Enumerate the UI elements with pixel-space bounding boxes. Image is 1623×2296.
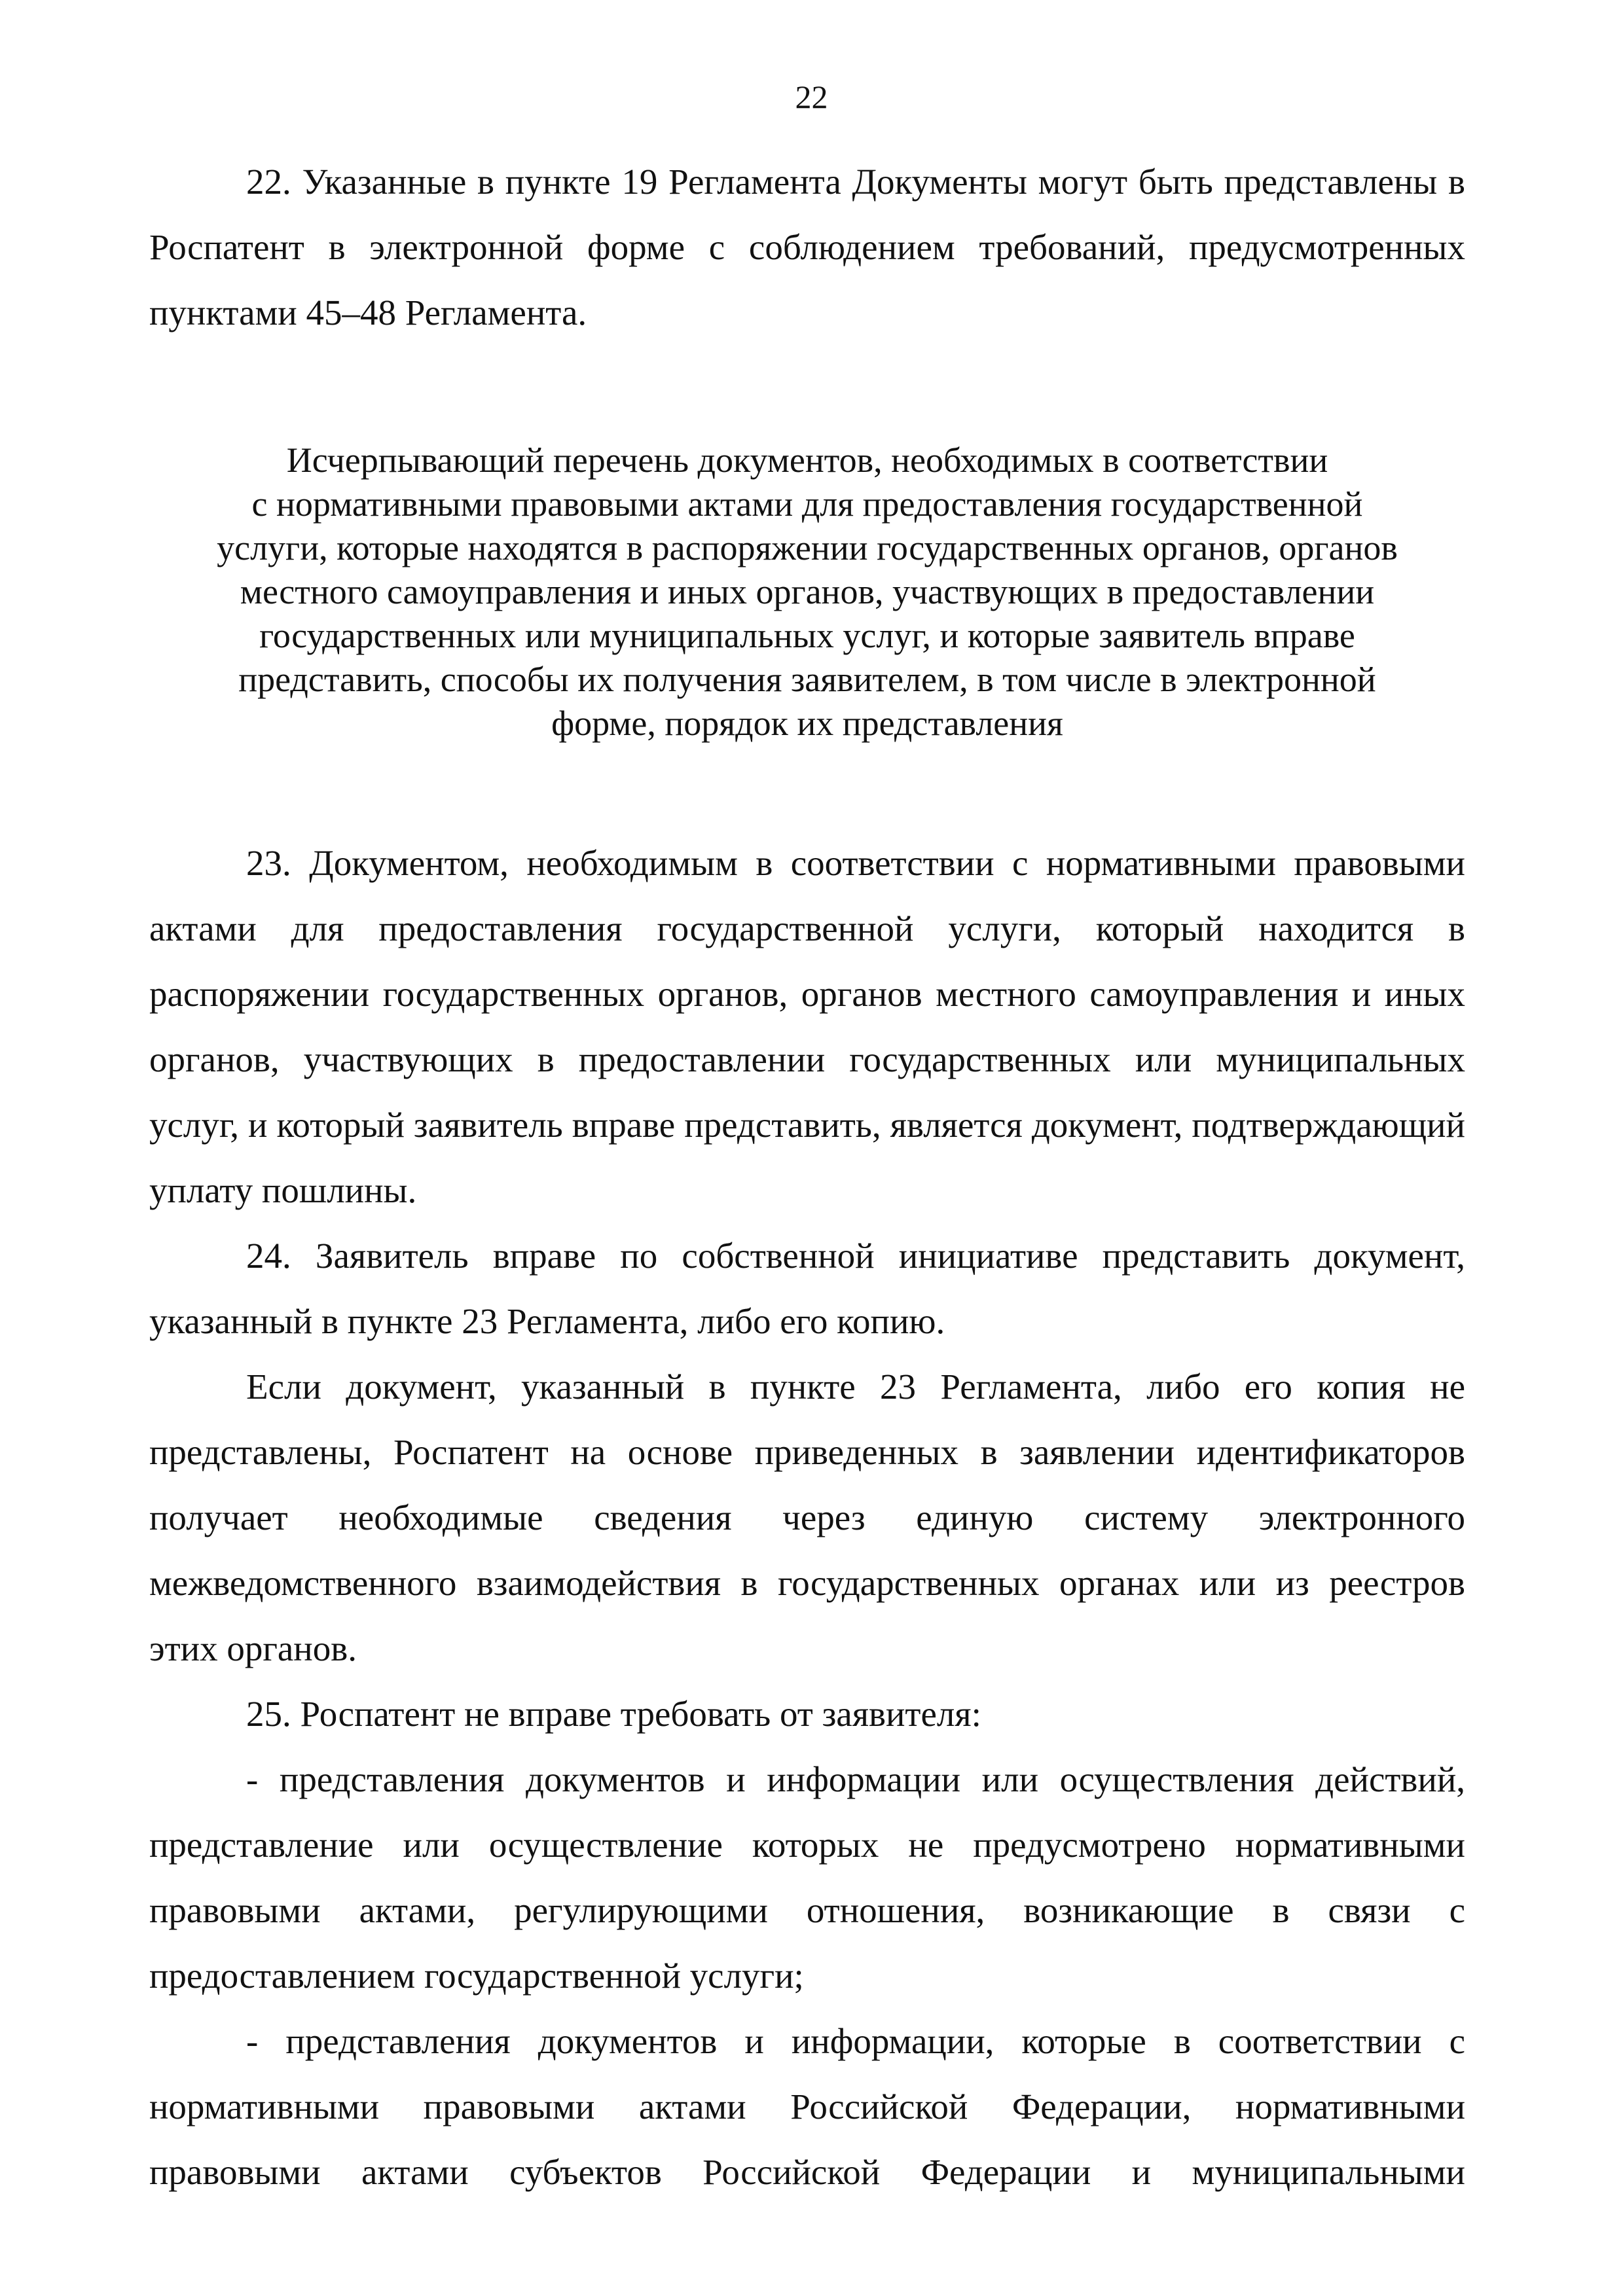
- document-body: [149, 149, 1465, 2205]
- paragraph-24-continuation: Если документ, указанный в пункте 23 Регламента, либо его копия не представлены, Роспатент на основе приведенных в заявлении идентификаторов получает необходимые сведения через единую систему электронного межведомственного взаимодействия в государственных органах или из реестров этих органов.: [149, 1367, 1465, 1668]
- paragraph-25-item-2: - представления документов и информации, которые в соответствии с нормативными правовыми актами Российской Федерации, нормативными правовыми актами субъектов Российской Федерации и муниципальными: [149, 2021, 1465, 2192]
- paragraph-25: 25. Роспатент не вправе требовать от заявителя:: [246, 1694, 981, 1734]
- heading-line: государственных или муниципальных услуг, и которые заявитель вправе: [259, 616, 1355, 655]
- section-heading: [149, 439, 1465, 745]
- heading-line: с нормативными правовыми актами для предоставления государственной: [251, 484, 1363, 524]
- heading-line: Исчерпывающий перечень документов, необходимых в соответствии: [286, 440, 1328, 480]
- heading-line: услуги, которые находятся в распоряжении государственных органов, органов: [217, 528, 1398, 567]
- heading-line: форме, порядок их представления: [551, 704, 1063, 743]
- paragraph-24: 24. Заявитель вправе по собственной инициативе представить документ, указанный в пункте 23 Регламента, либо его копию.: [149, 1236, 1465, 1341]
- heading-line: местного самоуправления и иных органов, участвующих в предоставлении: [240, 572, 1375, 611]
- paragraph-23: 23. Документом, необходимым в соответствии с нормативными правовыми актами для предоставления государственной услуги, который находится в распоряжении государственных органов, органов местного самоуправления и иных органов, участвующих в предоставлении государственных или муниципальных услуг, и который заявитель вправе представить, является документ, подтверждающий уплату пошлины.: [149, 843, 1465, 1210]
- paragraph-25-item-1: - представления документов и информации или осуществления действий, представление или осуществление которых не предусмотрено нормативными правовыми актами, регулирующими отношения, возникающие в связи с предоставлением государственной услуги;: [149, 1759, 1465, 1996]
- page-number: 22: [795, 79, 828, 115]
- heading-line: представить, способы их получения заявителем, в том числе в электронной: [238, 660, 1376, 699]
- paragraph-22: 22. Указанные в пункте 19 Регламента Документы могут быть представлены в Роспатент в электронной форме с соблюдением требований, предусмотренных пунктами 45–48 Регламента.: [149, 162, 1465, 332]
